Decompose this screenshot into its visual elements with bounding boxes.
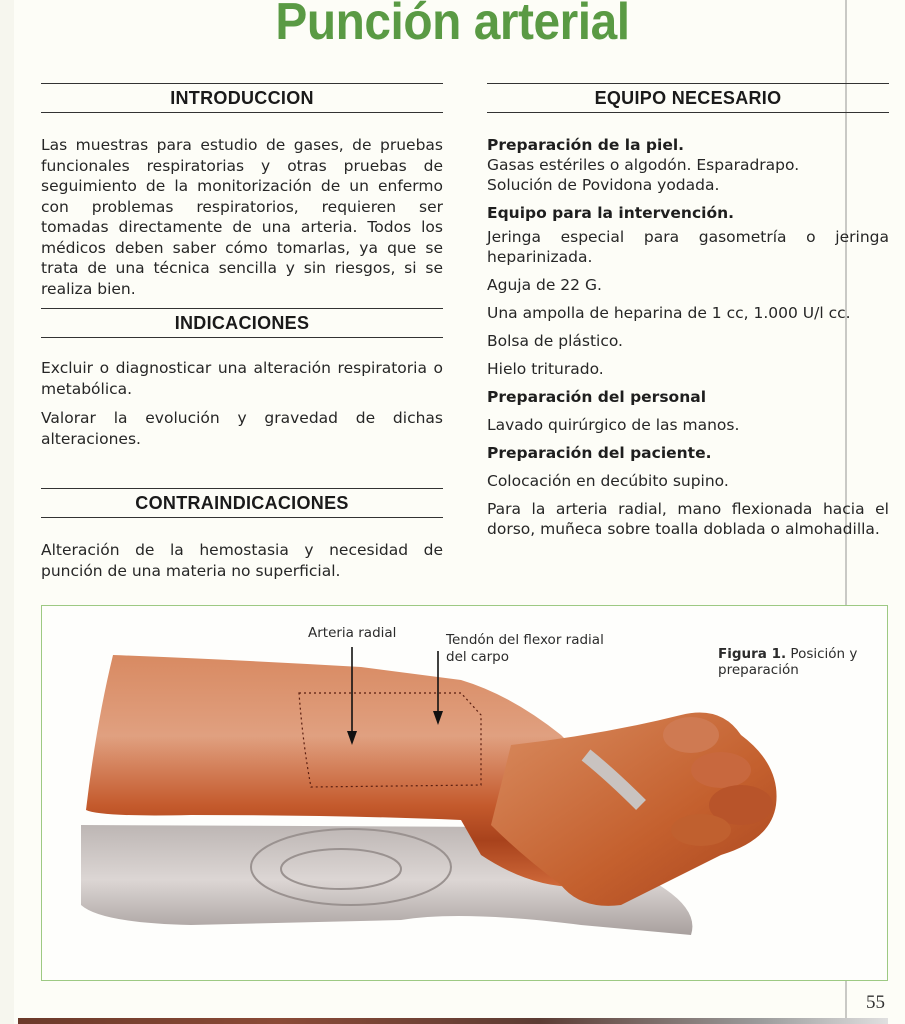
heading-contraindicaciones: CONTRAINDICACIONES [41, 488, 443, 518]
label-tendon-line1: Tendón del flexor radial [446, 632, 604, 648]
equipo-list [487, 135, 889, 547]
equipo-item: Para la arteria radial, mano flexionada hacia el dorso, muñeca sobre toalla doblada o almohadilla. [487, 500, 889, 538]
equipo-item: Hielo triturado. [487, 360, 604, 378]
label-tendon-line2: del carpo [446, 649, 509, 665]
equipo-item: Gasas estériles o algodón. Esparadrapo. [487, 156, 800, 174]
heading-introduccion: INTRODUCCION [41, 83, 443, 113]
equipo-item: Lavado quirúrgico de las manos. [487, 416, 740, 434]
bottom-edge-bar [18, 1018, 888, 1024]
heading-indicaciones: INDICACIONES [41, 308, 443, 338]
equipo-item: Una ampolla de heparina de 1 cc, 1.000 U/l cc. [487, 304, 851, 322]
indicaciones-body [41, 358, 443, 458]
figure-caption [718, 646, 878, 678]
page-number: 55 [866, 992, 885, 1013]
equipo-item: Jeringa especial para gasometría o jeringa heparinizada. [487, 228, 889, 266]
contraindicaciones-body [41, 540, 443, 590]
equipo-subheading: Preparación del personal [487, 388, 707, 406]
heading-equipo-necesario: EQUIPO NECESARIO [487, 83, 889, 113]
label-arteria-radial: Arteria radial [308, 625, 397, 641]
equipo-item: Solución de Povidona yodada. [487, 176, 720, 194]
introduccion-body [41, 135, 443, 308]
equipo-subheading: Preparación de la piel. [487, 136, 685, 154]
equipo-subheading: Preparación del paciente. [487, 444, 712, 462]
equipo-item: Colocación en decúbito supino. [487, 472, 729, 490]
equipo-item: Bolsa de plástico. [487, 332, 623, 350]
paragraph: Excluir o diagnosticar una alteración respiratoria o metabólica. [41, 359, 443, 398]
equipo-item: Aguja de 22 G. [487, 276, 602, 294]
equipo-subheading: Equipo para la intervención. [487, 204, 735, 222]
paragraph: Valorar la evolución y gravedad de dichas alteraciones. [41, 409, 443, 448]
paragraph: Las muestras para estudio de gases, de pruebas funcionales respiratorias y otras pruebas de seguimiento de la monitorización de un enfermo con problemas respiratorios, requieren ser tomadas directamente de una arteria. Todos los médicos deben saber cómo tomarlas, ya que se trata de una técnica sencilla y sin riesgos, si se realiza bien. [41, 136, 443, 298]
page-title: Punción arterial [275, 0, 630, 51]
caption-number: Figura 1. [718, 646, 787, 662]
caption-text: Posición y preparación [718, 646, 858, 678]
paragraph: Alteración de la hemostasia y necesidad de punción de una materia no superficial. [41, 541, 443, 580]
page-margin [0, 0, 14, 1024]
